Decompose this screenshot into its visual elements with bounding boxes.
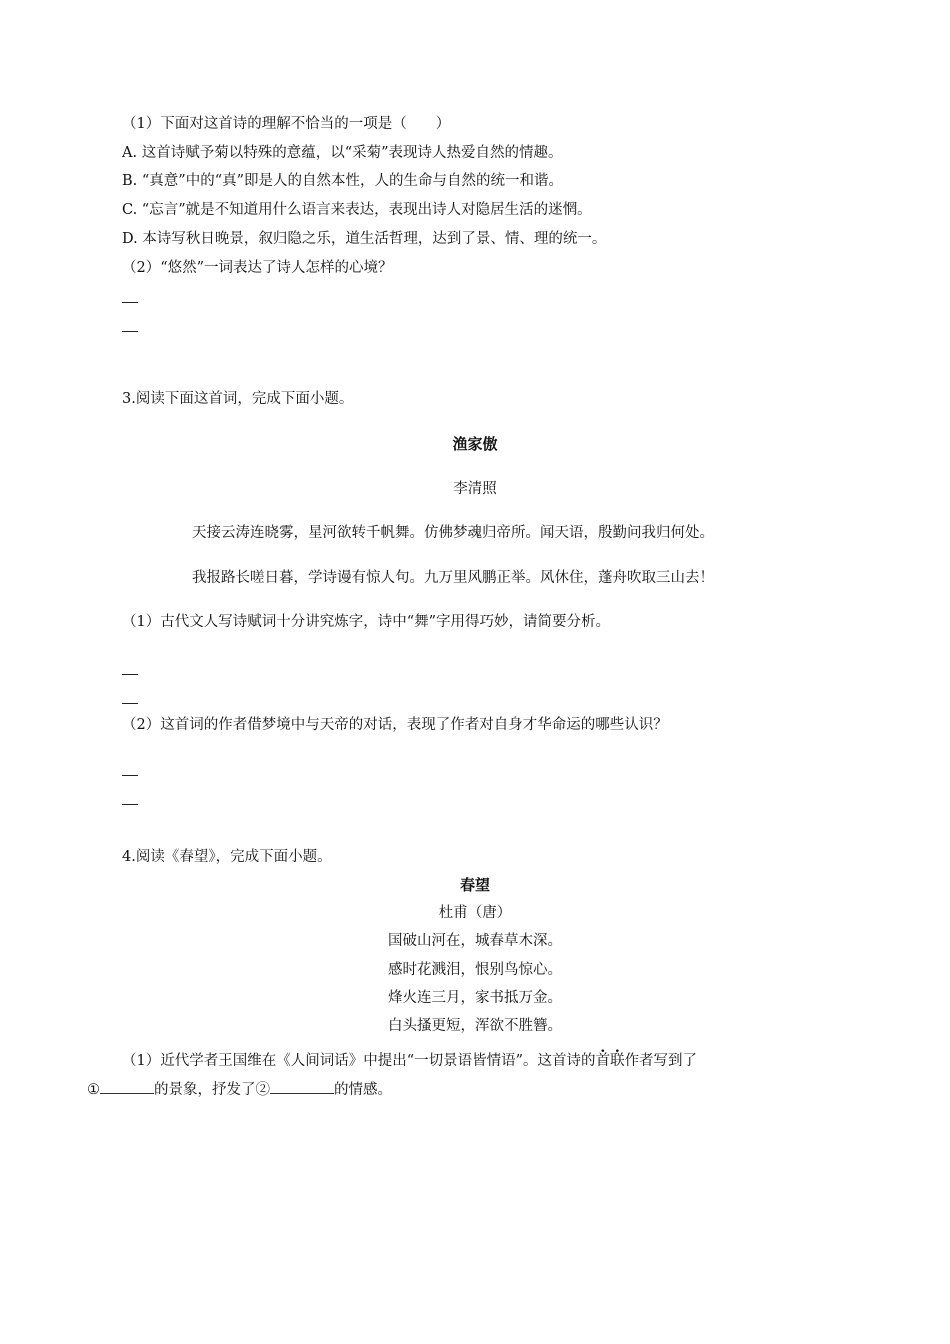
q4-sub1-text-c: 的景象，抒发了② [154,1082,270,1098]
q4-emphasis-char: 联 [610,1053,625,1069]
q4-sub1-text-d: 的情感。 [334,1082,392,1098]
q3-poem-line-1: 天接云涛连晓雾，星河欲转千帆舞。仿佛梦魂归帝所。闻天语，殷勤问我归何处。 [192,525,714,541]
q2-option-d: D. 本诗写秋日晚景，叙归隐之乐，道生活哲理，达到了景、情、理的统一。 [122,231,607,247]
q2-option-a: A. 这首诗赋予菊以特殊的意蕴，以“采菊”表现诗人热爱自然的情趣。 [122,145,563,161]
q4-poem-line-3: 烽火连三月，家书抵万金。 [388,990,562,1006]
q4-sub1-text-b: 作者写到了 [624,1053,698,1069]
q4-sub1-stem-line-1 [122,1051,697,1071]
q4-sub1-stem-line-2 [87,1079,392,1100]
q3-sub1-stem: （1）古代文人写诗赋词十分讲究炼字，诗中“舞”字用得巧妙，请简要分析。 [122,614,611,630]
q4-poem-line-1: 国破山河在，城春草木深。 [388,933,562,949]
answer-blank-line[interactable] [122,331,138,332]
q2-sub2-stem: （2）“悠然”一词表达了诗人怎样的心境？ [122,260,393,276]
q4-sub1-text-a: （1）近代学者王国维在《人间词话》中提出“一切景语皆情语”。这首诗的 [122,1053,596,1069]
answer-blank-line[interactable] [122,674,138,675]
q3-poem-line-2: 我报路长嗟日暮，学诗谩有惊人句。九万里风鹏正举。风休住，蓬舟吹取三山去！ [192,570,714,586]
q4-poem-author: 杜甫（唐） [438,905,512,921]
q4-poem-line-2: 感时花溅泪，恨别鸟惊心。 [388,962,562,978]
answer-blank-line[interactable] [122,804,138,805]
fill-blank-2[interactable] [270,1079,334,1094]
answer-blank-line[interactable] [122,302,138,303]
answer-blank-line[interactable] [122,775,138,776]
fill-blank-1[interactable] [100,1079,154,1094]
q4-circled-1: ① [87,1082,100,1098]
q4-poem-line-4: 白头搔更短，浑欲不胜簪。 [388,1018,562,1034]
q2-sub1-stem: （1）下面对这首诗的理解不恰当的一项是（ ） [122,116,451,132]
q4-intro: 4.阅读《春望》，完成下面小题。 [122,849,332,865]
q4-poem-title: 春望 [459,876,490,894]
q3-intro: 3.阅读下面这首词，完成下面小题。 [122,391,354,407]
q2-option-c: C. “忘言”就是不知道用什么语言来表达，表现出诗人对隐居生活的迷惘。 [122,202,592,218]
q4-emphasis-char: 首 [595,1053,611,1069]
q2-option-b: B. “真意”中的“真”即是人的自然本性，人的生命与自然的统一和谐。 [122,173,564,189]
q3-poem-title: 渔家傲 [452,435,498,453]
q3-poem-author: 李清照 [453,481,497,497]
answer-blank-line[interactable] [122,703,138,704]
q3-sub2-stem: （2）这首词的作者借梦境中与天帝的对话，表现了作者对自身才华命运的哪些认识？ [122,717,668,733]
